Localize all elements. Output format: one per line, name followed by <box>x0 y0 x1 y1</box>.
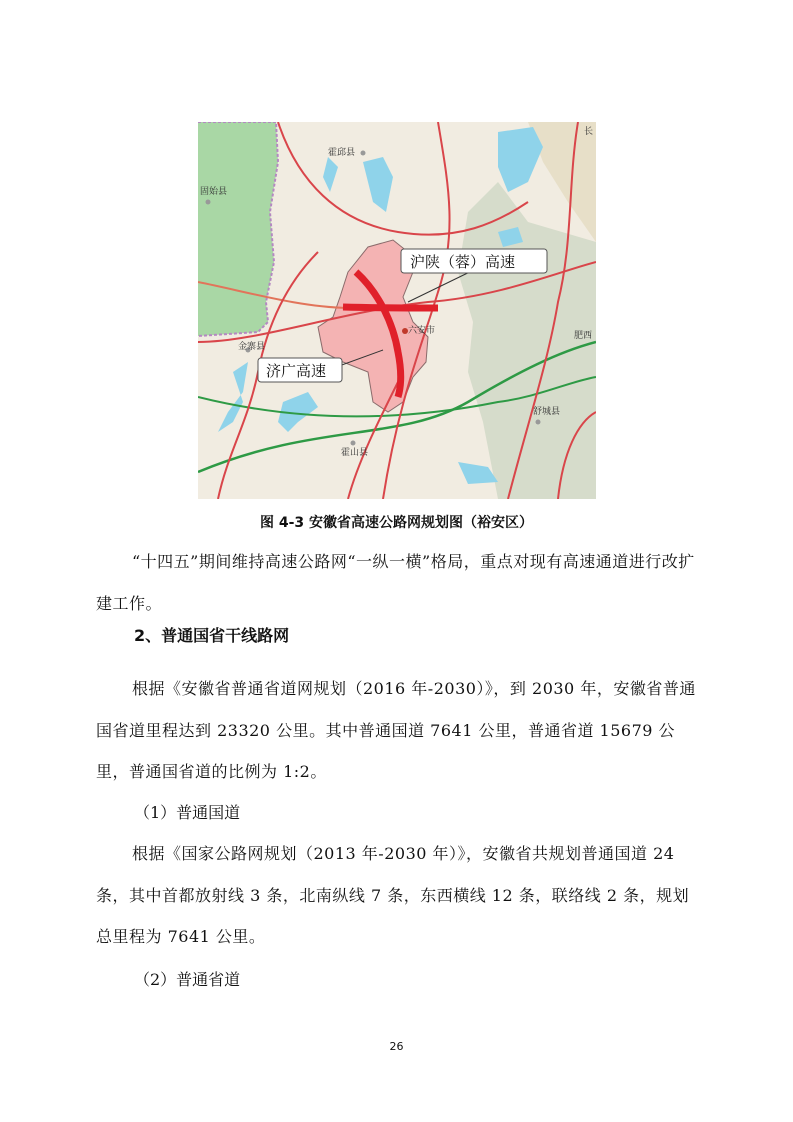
figure-caption: 图 4-3 安徽省高速公路网规划图（裕安区） <box>259 515 534 531</box>
page-number: 26 <box>389 1040 404 1053</box>
label-shucheng: 舒城县 <box>533 407 561 417</box>
label-jinzhai: 金寨县 <box>238 342 266 352</box>
subheading-national-road: （1）普通国道 <box>134 803 241 822</box>
paragraph-3: 根据《安徽省普通省道网规划（2016 年-2030）》，到 2030 年，安徽省普通国省道里程达到 23320 公里。其中普通国道 7641 公里，普通省道 15679 公里，普通国省道的比例为 1:2。 <box>96 679 696 781</box>
highway-network-map <box>198 122 596 499</box>
paragraph-1: “十四五”期间维持高速公路网“一纵一横”格局，重点对现有高速通道进行改扩建工作。 <box>96 552 695 613</box>
callout-jiguang-label: 济广高速 <box>266 362 327 380</box>
label-huoshan: 霍山县 <box>341 448 369 458</box>
callout-hushan-label: 沪陕（蓉）高速 <box>410 253 516 271</box>
hushan-expressway <box>343 307 438 308</box>
label-huoqiu: 霍邱县 <box>328 148 356 158</box>
label-hefei: 肥西 <box>574 331 593 341</box>
label-gushi: 固始县 <box>200 187 228 197</box>
label-chang: 长 <box>584 127 594 137</box>
paragraph-6: 根据《国家公路网规划（2013 年-2030 年）》，安徽省共规划普通国道 24 条，其中首都放射线 3 条，北南纵线 7 条，东西横线 12 条，联络线 2 条，规划总里程为 7641 公里。 <box>96 844 690 946</box>
label-luan: 六安市 <box>408 326 436 336</box>
section-heading-2: 2、普通国省干线路网 <box>134 626 290 645</box>
subheading-provincial-road: （2）普通省道 <box>134 970 241 989</box>
